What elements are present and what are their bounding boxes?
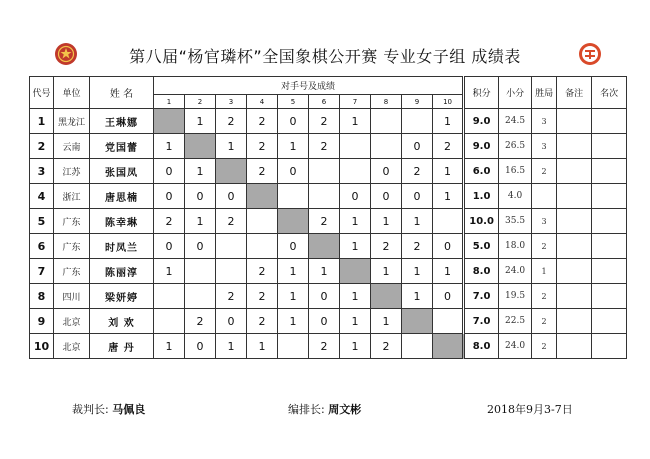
- score-cell: 1: [278, 284, 309, 309]
- score-cell: 2: [402, 234, 433, 259]
- score-cell: 0: [154, 159, 185, 184]
- header-points: 积分: [464, 77, 499, 109]
- rank-cell: [592, 209, 627, 234]
- score-cell: [433, 309, 464, 334]
- score-cell: [371, 134, 402, 159]
- score-cell: 1: [278, 259, 309, 284]
- score-cell: 0: [185, 334, 216, 359]
- referee-signature: [72, 401, 145, 417]
- page-title: 第八届“杨官璘杯”全国象棋公开赛 专业女子组 成绩表: [129, 47, 521, 66]
- score-cell: 1: [278, 309, 309, 334]
- score-cell: 0: [154, 234, 185, 259]
- wins-cell: 2: [532, 234, 557, 259]
- wins-cell: 2: [532, 309, 557, 334]
- score-cell: 1: [371, 259, 402, 284]
- opponent-number-header: 6: [309, 95, 340, 109]
- header-code: 代号: [30, 77, 54, 109]
- score-cell: 0: [309, 284, 340, 309]
- score-cell: 2: [154, 209, 185, 234]
- self-cell: [309, 234, 340, 259]
- score-cell: 1: [433, 109, 464, 134]
- score-cell: [433, 209, 464, 234]
- header-opponents: 对手号及成绩: [154, 77, 464, 95]
- opponent-number-header: 4: [247, 95, 278, 109]
- points-cell: 1.0: [464, 184, 499, 209]
- points-cell: 7.0: [464, 309, 499, 334]
- score-cell: 1: [433, 184, 464, 209]
- sub-score-cell: 24.0: [499, 334, 532, 359]
- score-cell: [402, 334, 433, 359]
- opponent-number-header: 9: [402, 95, 433, 109]
- player-unit: 北京: [54, 309, 90, 334]
- score-cell: [216, 234, 247, 259]
- player-code: 2: [30, 134, 54, 159]
- score-cell: 0: [216, 309, 247, 334]
- player-name: 王琳娜: [90, 109, 154, 134]
- remark-cell: [557, 334, 592, 359]
- score-cell: 2: [247, 134, 278, 159]
- score-cell: 0: [433, 234, 464, 259]
- points-cell: 7.0: [464, 284, 499, 309]
- header-rank: 名次: [592, 77, 627, 109]
- player-code: 3: [30, 159, 54, 184]
- score-cell: 2: [247, 284, 278, 309]
- sub-score-cell: 16.5: [499, 159, 532, 184]
- rank-cell: [592, 234, 627, 259]
- score-cell: [309, 159, 340, 184]
- sub-score-cell: 35.5: [499, 209, 532, 234]
- score-cell: 0: [278, 109, 309, 134]
- score-cell: 1: [278, 134, 309, 159]
- score-cell: 1: [185, 209, 216, 234]
- score-cell: 2: [309, 209, 340, 234]
- score-cell: [154, 284, 185, 309]
- score-cell: [247, 209, 278, 234]
- sub-score-cell: 22.5: [499, 309, 532, 334]
- opponent-number-header: 8: [371, 95, 402, 109]
- self-cell: [340, 259, 371, 284]
- opponent-number-header: 2: [185, 95, 216, 109]
- points-cell: 8.0: [464, 334, 499, 359]
- score-cell: 0: [433, 284, 464, 309]
- referee-name: 马佩良: [112, 403, 146, 416]
- score-cell: 0: [309, 309, 340, 334]
- score-cell: [340, 159, 371, 184]
- score-cell: [185, 284, 216, 309]
- player-unit: 北京: [54, 334, 90, 359]
- self-cell: [402, 309, 433, 334]
- self-cell: [371, 284, 402, 309]
- player-name: 刘 欢: [90, 309, 154, 334]
- self-cell: [278, 209, 309, 234]
- score-cell: 2: [309, 334, 340, 359]
- score-cell: 1: [154, 334, 185, 359]
- remark-cell: [557, 234, 592, 259]
- player-code: 5: [30, 209, 54, 234]
- rank-cell: [592, 109, 627, 134]
- score-cell: 1: [340, 284, 371, 309]
- player-unit: 云南: [54, 134, 90, 159]
- score-cell: 1: [402, 259, 433, 284]
- points-cell: 8.0: [464, 259, 499, 284]
- rank-cell: [592, 184, 627, 209]
- score-cell: 2: [247, 309, 278, 334]
- score-cell: 0: [278, 159, 309, 184]
- score-cell: 2: [216, 209, 247, 234]
- score-cell: 0: [402, 184, 433, 209]
- score-cell: [154, 309, 185, 334]
- score-cell: 0: [340, 184, 371, 209]
- arranger-signature: [288, 401, 361, 417]
- score-cell: [216, 259, 247, 284]
- score-cell: 1: [371, 209, 402, 234]
- wins-cell: 2: [532, 159, 557, 184]
- table-row: [30, 159, 627, 184]
- player-unit: 广东: [54, 234, 90, 259]
- player-unit: 江苏: [54, 159, 90, 184]
- wins-cell: 3: [532, 134, 557, 159]
- header-unit: 单位: [54, 77, 90, 109]
- score-cell: 2: [309, 134, 340, 159]
- remark-cell: [557, 134, 592, 159]
- self-cell: [185, 134, 216, 159]
- opponent-number-header: 3: [216, 95, 247, 109]
- table-row: [30, 259, 627, 284]
- arranger-label: 编排长:: [288, 403, 325, 416]
- rank-cell: [592, 284, 627, 309]
- score-cell: [247, 234, 278, 259]
- score-cell: 1: [309, 259, 340, 284]
- score-cell: [278, 184, 309, 209]
- score-cell: 2: [247, 159, 278, 184]
- score-cell: 1: [433, 159, 464, 184]
- player-code: 4: [30, 184, 54, 209]
- player-code: 1: [30, 109, 54, 134]
- player-name: 唐思楠: [90, 184, 154, 209]
- self-cell: [154, 109, 185, 134]
- opponent-number-header: 10: [433, 95, 464, 109]
- score-cell: 1: [340, 209, 371, 234]
- score-cell: 0: [185, 184, 216, 209]
- player-code: 9: [30, 309, 54, 334]
- tournament-logo-icon: [578, 42, 602, 66]
- rank-cell: [592, 134, 627, 159]
- sub-score-cell: 4.0: [499, 184, 532, 209]
- score-cell: [340, 134, 371, 159]
- header-wins: 胜局: [532, 77, 557, 109]
- opponent-number-header: 7: [340, 95, 371, 109]
- score-cell: 1: [185, 159, 216, 184]
- score-cell: [309, 184, 340, 209]
- score-cell: [371, 109, 402, 134]
- player-name: 张国凤: [90, 159, 154, 184]
- header-remark: 备注: [557, 77, 592, 109]
- player-name: 时凤兰: [90, 234, 154, 259]
- score-cell: 1: [402, 209, 433, 234]
- opponent-number-header: 1: [154, 95, 185, 109]
- points-cell: 10.0: [464, 209, 499, 234]
- player-code: 10: [30, 334, 54, 359]
- score-cell: 2: [433, 134, 464, 159]
- rank-cell: [592, 259, 627, 284]
- player-name: 陈丽淳: [90, 259, 154, 284]
- arranger-name: 周文彬: [328, 403, 362, 416]
- wins-cell: 2: [532, 284, 557, 309]
- table-row: [30, 134, 627, 159]
- remark-cell: [557, 284, 592, 309]
- score-cell: 1: [371, 309, 402, 334]
- score-cell: 2: [371, 334, 402, 359]
- sub-score-cell: 18.0: [499, 234, 532, 259]
- table-row: [30, 209, 627, 234]
- points-cell: 9.0: [464, 109, 499, 134]
- player-name: 党国蕾: [90, 134, 154, 159]
- table-row: [30, 284, 627, 309]
- sub-score-cell: 26.5: [499, 134, 532, 159]
- remark-cell: [557, 184, 592, 209]
- score-cell: 1: [216, 134, 247, 159]
- score-cell: 1: [340, 334, 371, 359]
- table-row: [30, 334, 627, 359]
- results-table: [29, 76, 627, 359]
- wins-cell: [532, 184, 557, 209]
- header-name: 姓 名: [90, 77, 154, 109]
- event-date: 2018年9月3-7日: [487, 403, 573, 416]
- player-name: 梁妍婷: [90, 284, 154, 309]
- rank-cell: [592, 334, 627, 359]
- self-cell: [216, 159, 247, 184]
- rank-cell: [592, 159, 627, 184]
- score-cell: 0: [371, 184, 402, 209]
- player-unit: 浙江: [54, 184, 90, 209]
- score-cell: 1: [247, 334, 278, 359]
- player-unit: 广东: [54, 209, 90, 234]
- player-unit: 黑龙江: [54, 109, 90, 134]
- player-unit: 四川: [54, 284, 90, 309]
- score-cell: [278, 334, 309, 359]
- header-sub: 小分: [499, 77, 532, 109]
- points-cell: 9.0: [464, 134, 499, 159]
- score-cell: 2: [247, 109, 278, 134]
- player-name: 唐 丹: [90, 334, 154, 359]
- table-row: [30, 309, 627, 334]
- player-code: 7: [30, 259, 54, 284]
- score-cell: 1: [340, 109, 371, 134]
- wins-cell: 3: [532, 109, 557, 134]
- score-cell: 1: [340, 309, 371, 334]
- table-row: [30, 234, 627, 259]
- score-cell: [185, 259, 216, 284]
- score-cell: 1: [185, 109, 216, 134]
- remark-cell: [557, 309, 592, 334]
- score-cell: 1: [154, 259, 185, 284]
- sub-score-cell: 24.5: [499, 109, 532, 134]
- table-row: [30, 184, 627, 209]
- score-cell: 0: [402, 134, 433, 159]
- sub-score-cell: 19.5: [499, 284, 532, 309]
- score-cell: 0: [185, 234, 216, 259]
- rank-cell: [592, 309, 627, 334]
- self-cell: [433, 334, 464, 359]
- score-cell: 1: [216, 334, 247, 359]
- score-cell: 0: [371, 159, 402, 184]
- table-row: [30, 109, 627, 134]
- score-cell: 2: [371, 234, 402, 259]
- wins-cell: 2: [532, 334, 557, 359]
- score-cell: 2: [185, 309, 216, 334]
- score-cell: 2: [309, 109, 340, 134]
- player-code: 6: [30, 234, 54, 259]
- remark-cell: [557, 209, 592, 234]
- player-unit: 广东: [54, 259, 90, 284]
- score-cell: 1: [433, 259, 464, 284]
- player-code: 8: [30, 284, 54, 309]
- score-cell: [402, 109, 433, 134]
- score-cell: 0: [216, 184, 247, 209]
- score-cell: 1: [402, 284, 433, 309]
- score-cell: 0: [278, 234, 309, 259]
- points-cell: 5.0: [464, 234, 499, 259]
- self-cell: [247, 184, 278, 209]
- wins-cell: 3: [532, 209, 557, 234]
- player-name: 陈幸琳: [90, 209, 154, 234]
- remark-cell: [557, 109, 592, 134]
- score-cell: 2: [216, 284, 247, 309]
- wins-cell: 1: [532, 259, 557, 284]
- score-cell: 2: [216, 109, 247, 134]
- score-cell: 1: [340, 234, 371, 259]
- opponent-number-header: 5: [278, 95, 309, 109]
- score-cell: 1: [154, 134, 185, 159]
- sub-score-cell: 24.0: [499, 259, 532, 284]
- points-cell: 6.0: [464, 159, 499, 184]
- score-cell: 2: [247, 259, 278, 284]
- remark-cell: [557, 159, 592, 184]
- remark-cell: [557, 259, 592, 284]
- score-cell: 0: [154, 184, 185, 209]
- score-cell: 2: [402, 159, 433, 184]
- referee-label: 裁判长:: [72, 403, 109, 416]
